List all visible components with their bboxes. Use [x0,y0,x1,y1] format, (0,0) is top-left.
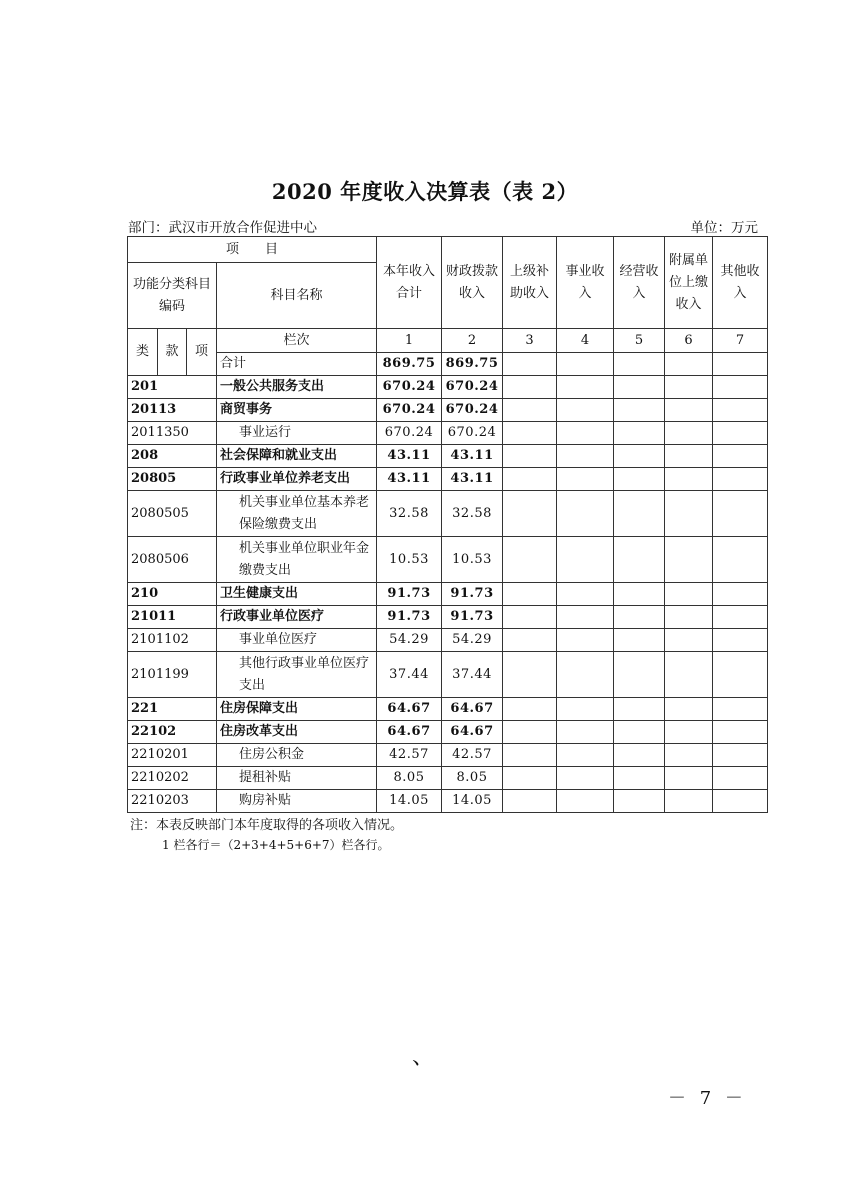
row-code: 2210201 [128,744,217,767]
header-col1: 本年收入合计 [377,237,442,329]
row-code: 2101102 [128,629,217,652]
row-value-2: 43.11 [442,445,503,468]
row-code: 208 [128,445,217,468]
row-name: 机关事业单位职业年金缴费支出 [217,537,377,583]
row-value-1: 42.57 [377,744,442,767]
row-value-1: 43.11 [377,468,442,491]
row-value-1: 43.11 [377,445,442,468]
row-value-1: 670.24 [377,399,442,422]
row-name: 其他行政事业单位医疗支出 [217,652,377,698]
row-value-1: 37.44 [377,652,442,698]
header-subject-name: 科目名称 [217,263,377,329]
row-code: 221 [128,698,217,721]
header-lei: 类 [128,329,158,376]
row-name: 社会保障和就业支出 [217,445,377,468]
table-row [128,721,768,744]
row-name: 一般公共服务支出 [217,376,377,399]
row-value-2: 54.29 [442,629,503,652]
table-row [128,790,768,813]
table-row [128,422,768,445]
row-value-1: 14.05 [377,790,442,813]
page-title: 2020 年度收入决算表（表 2） [271,179,579,204]
col-number-7: 7 [713,329,768,353]
table-row [128,629,768,652]
total-value-1: 869.75 [377,353,442,376]
row-name: 事业单位医疗 [217,629,377,652]
row-name: 提租补贴 [217,767,377,790]
row-value-2: 14.05 [442,790,503,813]
footnote-2: 1 栏各行＝（2+3+4+5+6+7）栏各行。 [162,838,390,852]
header-col5: 经营收入 [614,237,665,329]
col-number-6: 6 [665,329,713,353]
row-value-2: 8.05 [442,767,503,790]
table-row [128,537,768,583]
table-row [128,399,768,422]
table-row [128,744,768,767]
row-code: 22102 [128,721,217,744]
header-col6: 附属单位上缴收入 [665,237,713,329]
table-row [128,767,768,790]
row-name: 住房公积金 [217,744,377,767]
row-value-2: 42.57 [442,744,503,767]
row-name: 行政事业单位养老支出 [217,468,377,491]
header-col4: 事业收入 [557,237,614,329]
header-kuan: 款 [158,329,187,376]
col-number-2: 2 [442,329,503,353]
row-code: 2080505 [128,491,217,537]
row-name: 卫生健康支出 [217,583,377,606]
page-number: － 7 － [668,1088,747,1109]
header-col7: 其他收入 [713,237,768,329]
punctuation-mark: 、 [412,1045,435,1070]
row-name: 住房改革支出 [217,721,377,744]
table-row [128,491,768,537]
row-value-2: 670.24 [442,399,503,422]
col-number-1: 1 [377,329,442,353]
header-xiang: 项 [187,329,217,376]
row-value-2: 670.24 [442,422,503,445]
table-row [128,652,768,698]
row-value-2: 37.44 [442,652,503,698]
row-value-2: 91.73 [442,606,503,629]
row-value-1: 64.67 [377,698,442,721]
header-row-project [128,237,768,263]
total-value-2: 869.75 [442,353,503,376]
row-name: 商贸事务 [217,399,377,422]
row-name: 行政事业单位医疗 [217,606,377,629]
table-row [128,376,768,399]
row-value-1: 8.05 [377,767,442,790]
unit-label: 单位：万元 [690,220,758,236]
footnote-1: 注：本表反映部门本年度取得的各项收入情况。 [130,818,404,833]
header-lanci: 栏次 [217,329,377,353]
row-name: 机关事业单位基本养老保险缴费支出 [217,491,377,537]
row-value-1: 54.29 [377,629,442,652]
row-code: 2011350 [128,422,217,445]
row-value-2: 32.58 [442,491,503,537]
header-col3: 上级补助收入 [503,237,557,329]
row-code: 2210203 [128,790,217,813]
header-func-code: 功能分类科目编码 [128,263,217,329]
row-name: 事业运行 [217,422,377,445]
row-value-1: 91.73 [377,583,442,606]
table-row [128,698,768,721]
row-code: 20113 [128,399,217,422]
row-value-2: 64.67 [442,721,503,744]
table-row [128,583,768,606]
income-final-accounts-table [127,236,768,813]
row-value-1: 91.73 [377,606,442,629]
row-code: 20805 [128,468,217,491]
row-code: 210 [128,583,217,606]
header-project: 项 目 [128,237,377,263]
table-row [128,606,768,629]
col-number-4: 4 [557,329,614,353]
row-code: 201 [128,376,217,399]
row-code: 21011 [128,606,217,629]
total-label: 合计 [217,353,377,376]
total-row [128,353,768,376]
header-row-numbers [128,329,768,353]
header-col2: 财政拨款收入 [442,237,503,329]
row-name: 住房保障支出 [217,698,377,721]
row-name: 购房补贴 [217,790,377,813]
row-value-1: 64.67 [377,721,442,744]
row-value-2: 670.24 [442,376,503,399]
table-row [128,445,768,468]
row-value-1: 10.53 [377,537,442,583]
row-value-1: 670.24 [377,376,442,399]
row-code: 2101199 [128,652,217,698]
col-number-3: 3 [503,329,557,353]
row-value-2: 10.53 [442,537,503,583]
row-code: 2210202 [128,767,217,790]
table-row [128,468,768,491]
col-number-5: 5 [614,329,665,353]
row-value-2: 91.73 [442,583,503,606]
row-value-1: 670.24 [377,422,442,445]
row-value-2: 64.67 [442,698,503,721]
row-code: 2080506 [128,537,217,583]
row-value-1: 32.58 [377,491,442,537]
row-value-2: 43.11 [442,468,503,491]
department-label: 部门：武汉市开放合作促进中心 [128,220,317,236]
